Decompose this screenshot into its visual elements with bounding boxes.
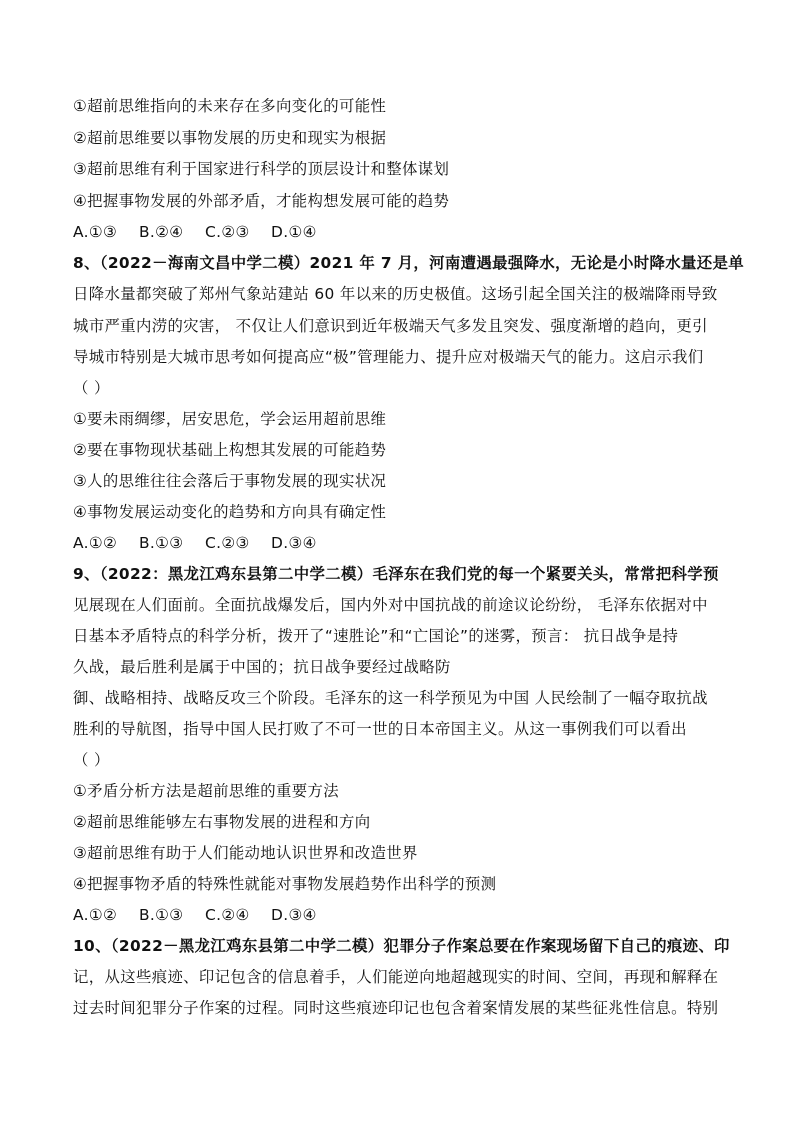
q7-option-b[interactable]: B.②④ [139, 223, 184, 241]
q9-item-2: ②超前思维能够左右事物发展的进程和方向 [73, 813, 371, 831]
q8-option-b[interactable]: B.①③ [139, 534, 184, 552]
q9-stem-line-6: 胜利的导航图，指导中国人民打败了不可一世的日本帝国主义。从这一事例我们可以看出 [73, 720, 687, 738]
q8-item-1: ①要未雨绸缪，居安思危，学会运用超前思维 [73, 410, 387, 428]
q8-answer-blank: （ ） [73, 379, 110, 397]
q9-stem-line-5: 御、战略相持、战略反攻三个阶段。毛泽东的这一科学预见为中国 人民绘制了一幅夺取抗战 [73, 689, 708, 707]
q8-stem-line-1: 8、（2022－海南文昌中学二模）2021 年 7 月，河南遭遇最强降水，无论是小时降水量还是单 [73, 254, 744, 272]
q9-stem-line-3: 日基本矛盾特点的科学分析，拨开了“速胜论”和“亡国论”的迷雾，预言： 抗日战争是持 [73, 627, 679, 645]
q8-options [73, 533, 317, 553]
q9-stem-line-2: 见展现在人们面前。全面抗战爆发后，国内外对中国抗战的前途议论纷纷， 毛泽东依据对中 [73, 596, 708, 614]
q7-option-a[interactable]: A.①③ [73, 223, 118, 241]
q9-option-c[interactable]: C.②④ [205, 906, 250, 924]
q7-item-1: ①超前思维指向的未来存在多向变化的可能性 [73, 97, 387, 115]
q7-option-c[interactable]: C.②③ [205, 223, 250, 241]
q9-stem-line-4: 久战，最后胜利是属于中国的；抗日战争要经过战略防 [73, 658, 451, 676]
q8-stem-line-2: 日降水量都突破了郑州气象站建站 60 年以来的历史极值。这场引起全国关注的极端降雨导致 [73, 285, 718, 303]
q8-option-c[interactable]: C.②③ [205, 534, 250, 552]
q7-item-4: ④把握事物发展的外部矛盾，才能构想发展可能的趋势 [73, 192, 450, 210]
q9-option-b[interactable]: B.①③ [139, 906, 184, 924]
q8-item-4: ④事物发展运动变化的趋势和方向具有确定性 [73, 503, 387, 521]
q8-item-3: ③人的思维往往会落后于事物发展的现实状况 [73, 472, 387, 490]
q7-item-2: ②超前思维要以事物发展的历史和现实为根据 [73, 129, 387, 147]
q9-option-a[interactable]: A.①② [73, 906, 118, 924]
q9-stem-line-1: 9、（2022：黑龙江鸡东县第二中学二模）毛泽东在我们党的每一个紧要关头，常常把科学预 [73, 565, 719, 583]
q9-options [73, 905, 317, 925]
q9-item-3: ③超前思维有助于人们能动地认识世界和改造世界 [73, 844, 418, 862]
q7-item-3: ③超前思维有利于国家进行科学的顶层设计和整体谋划 [73, 160, 450, 178]
q7-option-d[interactable]: D.①④ [271, 223, 317, 241]
q9-option-d[interactable]: D.③④ [271, 906, 317, 924]
q8-option-a[interactable]: A.①② [73, 534, 118, 552]
q8-option-d[interactable]: D.③④ [271, 534, 317, 552]
q8-item-2: ②要在事物现状基础上构想其发展的可能趋势 [73, 441, 387, 459]
q9-item-4: ④把握事物矛盾的特殊性就能对事物发展趋势作出科学的预测 [73, 875, 497, 893]
q10-stem-line-2: 记，从这些痕迹、印记包含的信息着手，人们能逆向地超越现实的时间、空间，再现和解释在 [73, 968, 719, 986]
q7-options [73, 222, 317, 242]
q8-stem-line-4: 导城市特别是大城市思考如何提高应“极”管理能力、提升应对极端天气的能力。这启示我们 [73, 348, 704, 366]
q9-answer-blank: （ ） [73, 751, 110, 769]
q10-stem-line-1: 10、（2022－黑龙江鸡东县第二中学二模）犯罪分子作案总要在作案现场留下自己的痕迹、印 [73, 937, 730, 955]
q9-item-1: ①矛盾分析方法是超前思维的重要方法 [73, 782, 339, 800]
q8-stem-line-3: 城市严重内涝的灾害， 不仅让人们意识到近年极端天气多发且突发、强度渐增的趋向，更引 [73, 317, 708, 335]
q10-stem-line-3: 过去时间犯罪分子作案的过程。同时这些痕迹印记也包含着案情发展的某些征兆性信息。特别 [73, 999, 719, 1017]
